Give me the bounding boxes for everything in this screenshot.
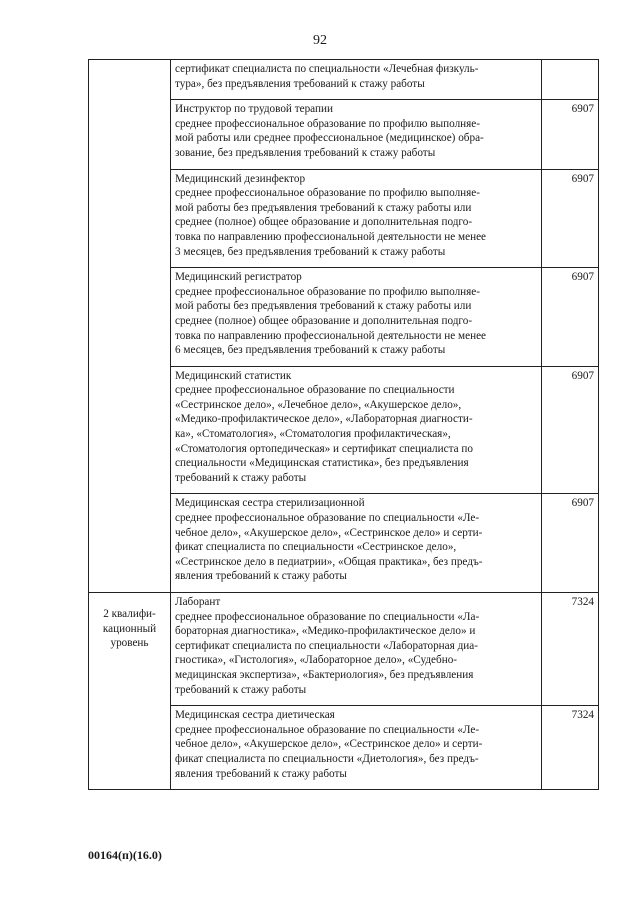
requirement-text-line: сертификат специалиста по специальности «Лабораторная диа- xyxy=(175,639,478,652)
requirement-text-line: товка по направлению профессиональной деятельности не менее xyxy=(175,230,487,243)
position-description-cell xyxy=(171,60,542,100)
position-description-cell xyxy=(171,706,542,790)
requirement-text-line: среднее (полное) общее образование и дополнительная подго- xyxy=(175,314,473,327)
requirement-text-line: «Сестринское дело в педиатрии», «Общая практика», без предъ- xyxy=(175,555,483,568)
requirement-text-line: фикат специалиста по специальности «Диетология», без предъ- xyxy=(175,752,479,765)
requirement-text-line: чебное дело», «Акушерское дело», «Сестринское дело» и серти- xyxy=(175,738,483,751)
salary-code-cell: 6907 xyxy=(542,494,599,593)
requirement-text-line: среднее профессиональное образование по специальности «Ле- xyxy=(175,723,480,736)
requirement-text-line: среднее профессиональное образование по профилю выполняе- xyxy=(175,285,480,298)
position-description-cell xyxy=(171,268,542,367)
requirement-text-line: 6 месяцев, без предъявления требований к стажу работы xyxy=(175,344,446,357)
requirement-text-line: «Стоматология ортопедическая» и сертификат специалиста по xyxy=(175,442,473,455)
requirement-text-line: мой работы без предъявления требований к стажу работы или xyxy=(175,201,472,214)
requirement-text-line: среднее (полное) общее образование и дополнительная подго- xyxy=(175,216,473,229)
requirement-text-line: среднее профессиональное образование по специальности «Ла- xyxy=(175,610,480,623)
position-description-line: Медицинский регистратор xyxy=(175,271,302,284)
qualification-level-cell xyxy=(89,593,171,790)
requirement-text-line: явления требований к стажу работы xyxy=(175,570,347,583)
requirement-text-line: специальности «Медицинская статистика», без предъявления xyxy=(175,457,469,470)
salary-code-cell: 7324 xyxy=(542,593,599,706)
requirement-text-line: «Медико-профилактическое дело», «Лабораторная диагности- xyxy=(175,413,473,426)
salary-code-cell xyxy=(542,60,599,100)
requirement-text-line: мой работы или среднее профессиональное (медицинское) обра- xyxy=(175,132,484,145)
position-description-line: сертификат специалиста по специальности «Лечебная физкуль- xyxy=(175,63,479,75)
position-description-line: Медицинская сестра стерилизационной xyxy=(175,497,365,510)
requirement-text-line: чебное дело», «Акушерское дело», «Сестринское дело» и серти- xyxy=(175,526,483,539)
table-row xyxy=(89,60,599,100)
requirement-text-line: среднее профессиональное образование по профилю выполняе- xyxy=(175,117,480,130)
document-code: 00164(п)(16.0) xyxy=(88,848,162,862)
requirement-text-line: зование, без предъявления требований к стажу работы xyxy=(175,146,436,159)
position-description-cell xyxy=(171,366,542,494)
position-description-cell xyxy=(171,593,542,706)
requirement-text-line: бораторная диагностика», «Медико-профилактическое дело» и xyxy=(175,625,476,638)
position-description-cell xyxy=(171,169,542,268)
position-description-line: Лаборант xyxy=(175,596,221,608)
page-number: 92 xyxy=(313,33,327,48)
requirement-text-line: медицинская экспертиза», «Бактериология», без предъявления xyxy=(175,668,474,681)
salary-code-cell: 7324 xyxy=(542,706,599,790)
requirement-text-line: явления требований к стажу работы xyxy=(175,767,347,780)
table-row xyxy=(89,593,599,706)
requirement-text-line: тура», без предъявления требований к стажу работы xyxy=(175,77,425,90)
salary-code-cell: 6907 xyxy=(542,366,599,494)
position-description-cell xyxy=(171,100,542,169)
requirement-text-line: 3 месяцев, без предъявления требований к стажу работы xyxy=(175,245,446,258)
qualification-level-text: кационный xyxy=(102,622,157,635)
position-description-line: Медицинский статистик xyxy=(175,369,292,382)
salary-code-cell: 6907 xyxy=(542,100,599,169)
position-description-line: Медицинский дезинфектор xyxy=(175,172,306,185)
requirement-text-line: среднее профессиональное образование по специальности xyxy=(175,384,455,397)
requirement-text-line: требований к стажу работы xyxy=(175,683,307,696)
position-description-line: Инструктор по трудовой терапии xyxy=(175,103,333,116)
salary-code-cell: 6907 xyxy=(542,169,599,268)
qualification-table xyxy=(88,59,599,790)
requirement-text-line: товка по направлению профессиональной деятельности не менее xyxy=(175,329,487,342)
position-description-line: Медицинская сестра диетическая xyxy=(175,709,335,722)
qualification-level-text: 2 квалифи- xyxy=(103,608,156,620)
qualification-level-text: уровень xyxy=(110,637,149,650)
salary-code-cell: 6907 xyxy=(542,268,599,367)
requirement-text-line: среднее профессиональное образование по специальности «Ле- xyxy=(175,512,480,525)
requirement-text-line: фикат специалиста по специальности «Сестринское дело», xyxy=(175,541,457,554)
position-description-cell xyxy=(171,494,542,593)
requirement-text-line: среднее профессиональное образование по профилю выполняе- xyxy=(175,187,480,200)
qualification-level-cell xyxy=(89,60,171,593)
requirement-text-line: гностика», «Гистология», «Лабораторное дело», «Судебно- xyxy=(175,654,458,667)
requirement-text-line: «Сестринское дело», «Лечебное дело», «Акушерское дело», xyxy=(175,398,462,411)
requirement-text-line: требований к стажу работы xyxy=(175,471,307,484)
requirement-text-line: ка», «Стоматология», «Стоматология профилактическая», xyxy=(175,428,451,441)
requirement-text-line: мой работы без предъявления требований к стажу работы или xyxy=(175,300,472,313)
